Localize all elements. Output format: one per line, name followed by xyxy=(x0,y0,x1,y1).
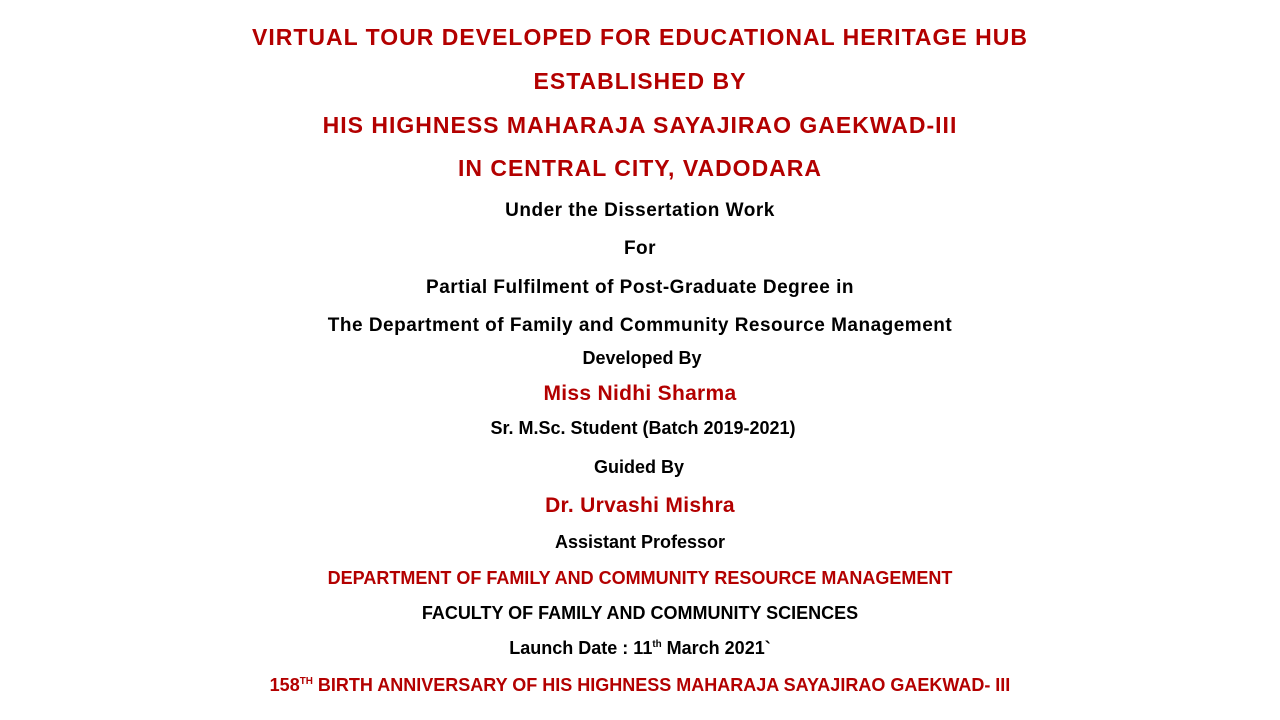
launch-date-ordinal: th xyxy=(652,639,662,650)
dissertation-line-1: Under the Dissertation Work xyxy=(505,200,775,221)
developer-role: Sr. M.Sc. Student (Batch 2019-2021) xyxy=(490,418,796,438)
anniversary-ordinal: TH xyxy=(299,676,313,687)
guide-name: Dr. Urvashi Mishra xyxy=(545,494,735,517)
department-name: DEPARTMENT OF FAMILY AND COMMUNITY RESOURCE MANAGEMENT xyxy=(327,568,953,588)
dissertation-line-4: The Department of Family and Community Resource Management xyxy=(327,315,953,336)
guide-role: Assistant Professor xyxy=(554,532,726,552)
guided-by-label: Guided By xyxy=(593,457,684,477)
developer-name: Miss Nidhi Sharma xyxy=(543,382,737,405)
title-line-4: IN CENTRAL CITY, VADODARA xyxy=(457,155,823,181)
launch-date: Launch Date : 11th March 2021` xyxy=(509,638,771,658)
developed-by-label: Developed By xyxy=(582,348,702,368)
faculty-name: FACULTY OF FAMILY AND COMMUNITY SCIENCES xyxy=(421,603,859,623)
title-line-1: VIRTUAL TOUR DEVELOPED FOR EDUCATIONAL HERITAGE HUB xyxy=(252,24,1028,50)
dissertation-line-2: For xyxy=(623,238,657,259)
anniversary-line: 158TH BIRTH ANNIVERSARY OF HIS HIGHNESS MAHARAJA SAYAJIRAO GAEKWAD- III xyxy=(269,675,1011,695)
title-line-2: ESTABLISHED BY xyxy=(533,68,747,94)
title-line-3: HIS HIGHNESS MAHARAJA SAYAJIRAO GAEKWAD-III xyxy=(322,112,958,138)
dissertation-line-3: Partial Fulfilment of Post-Graduate Degree in xyxy=(426,277,854,298)
